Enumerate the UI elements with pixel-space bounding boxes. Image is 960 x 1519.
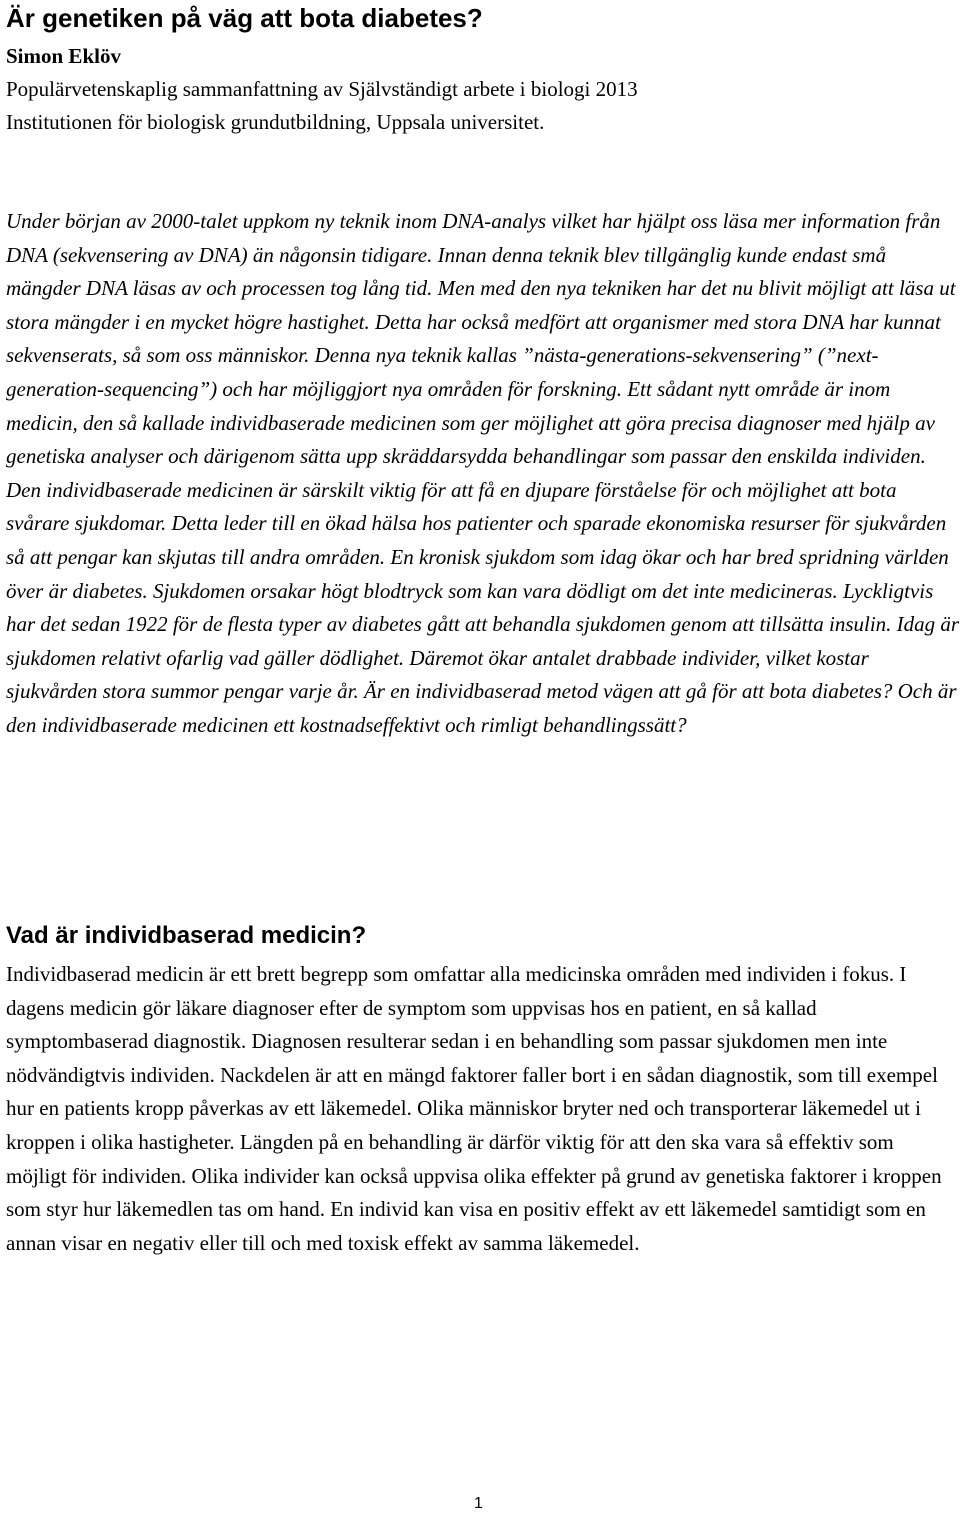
summary-paragraph: Under början av 2000-talet uppkom ny teknik inom DNA-analys vilket har hjälpt oss läsa mer information från DNA (sekvensering av DNA) än någonsin tidigare. Innan denna teknik blev tillgänglig kunde endast små mängder DNA läsas av och processen tog lång tid. Men med den nya tekniken har det nu blivit möjligt att läsa ut stora mängder i en mycket högre hastighet. Detta har också medfört att organismer med stora DNA har kunnat sekvenserats, så som oss människor. Denna nya teknik kallas ”nästa-generations-sekvensering” (”next-generation-sequencing”) och har möjliggjort nya områden för forskning. Ett sådant nytt område är inom medicin, den så kallade individbaserade medicinen som ger möjlighet att göra precisa diagnoser med hjälp av genetiska analyser och därigenom sätta upp skräddarsydda behandlingar som passar den enskilda individen. Den individbaserade medicinen är särskilt viktig för att få en djupare förståelse för och möjlighet att bota svårare sjukdomar. Detta leder till en ökad hälsa hos patienter och sparade ekonomiska resurser för sjukvården så att pengar kan skjutas till andra områden. En kronisk sjukdom som idag ökar och har bred spridning världen över är diabetes. Sjukdomen orsakar högt blodtryck som kan vara dödligt om det inte medicineras. Lyckligtvis har det sedan 1922 för de flesta typer av diabetes gått att behandla sjukdomen genom att tillsätta insulin. Idag är sjukdomen relativt ofarlig vad gäller dödlighet. Däremot ökar antalet drabbade individer, vilket kostar sjukvården stora summor pengar varje år. Är en individbaserad metod vägen att gå för att bota diabetes? Och är den individbaserade medicinen ett kostnadseffektivt och rimligt behandlingssätt?	[6, 209, 960, 737]
page-number: 1	[474, 1495, 483, 1512]
institution-line: Institutionen för biologisk grundutbildning, Uppsala universitet.	[6, 110, 545, 134]
document-title: Är genetiken på väg att bota diabetes?	[6, 3, 483, 33]
document-meta	[6, 40, 638, 139]
document-subtitle: Populärvetenskaplig sammanfattning av Självständigt arbete i biologi 2013	[6, 77, 638, 101]
author-name: Simon Eklöv	[6, 44, 121, 68]
section-heading: Vad är individbaserad medicin?	[6, 922, 367, 949]
section-body-paragraph: Individbaserad medicin är ett brett begrepp som omfattar alla medicinska områden med individen i fokus. I dagens medicin gör läkare diagnoser efter de symptom som uppvisas hos en patient, en så kallad symptombaserad diagnostik. Diagnosen resulterar sedan i en behandling som passar sjukdomen men inte nödvändigtvis individen. Nackdelen är att en mängd faktorer faller bort i en sådan diagnostik, som till exempel hur en patients kropp påverkas av ett läkemedel. Olika människor bryter ned och transporterar läkemedel ut i kroppen i olika hastigheter. Längden på en behandling är därför viktig för att den ska vara så effektiv som möjligt för individen. Olika individer kan också uppvisa olika effekter på grund av genetiska faktorer i kroppen som styr hur läkemedlen tas om hand. En individ kan visa en positiv effekt av ett läkemedel samtidigt som en annan visar en negativ eller till och med toxisk effekt av samma läkemedel.	[6, 962, 942, 1255]
